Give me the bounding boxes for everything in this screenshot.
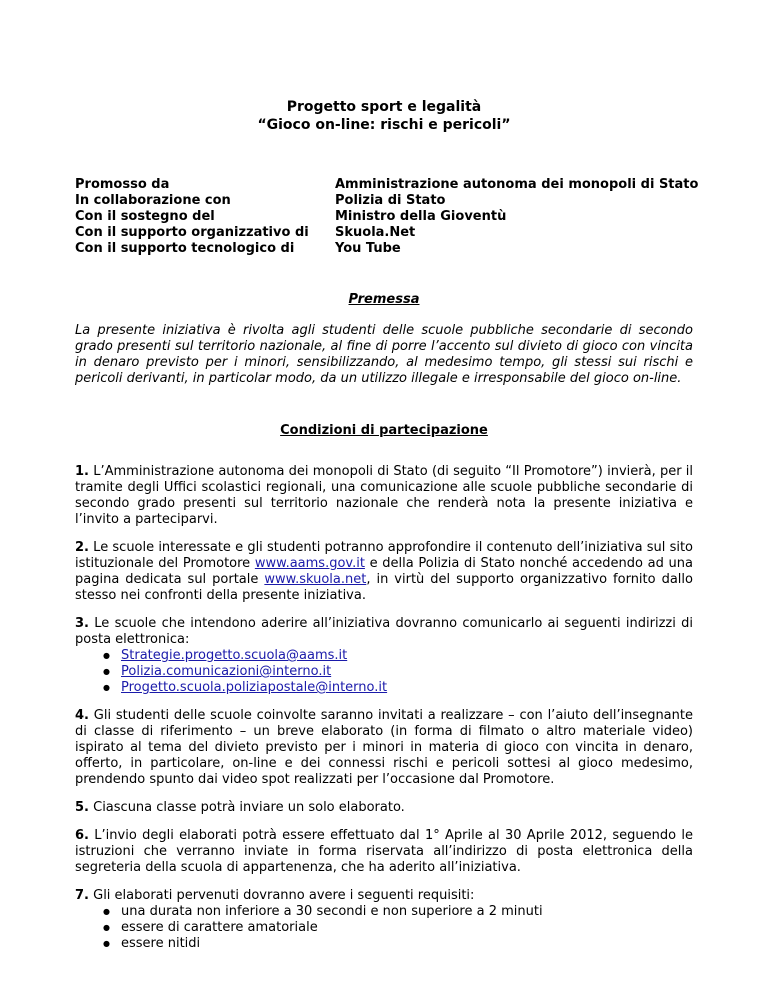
paragraph-number: 4.	[75, 708, 89, 723]
paragraph-4	[75, 708, 693, 788]
paragraph-number: 3.	[75, 616, 89, 631]
paragraph-text: Gli studenti delle scuole coinvolte saranno invitati a realizzare – con l’aiuto dell’insegnante di classe di riferimento – un breve elaborato (in forma di filmato o altro materiale video) ispirato al tema del divieto previsto per i minori in materia di gioco con vincita in denaro, offerto, in particolare, on-line e dei connessi rischi e pericoli sottesi al gioco medesimo, prendendo spunto dai video spot realizzati per l’occasione dal Promotore.	[75, 708, 693, 787]
paragraph-text: Ciascuna classe potrà inviare un solo elaborato.	[88, 800, 405, 815]
paragraph-text: e della Polizia di Stato nonché accedendo ad una pagina dedicata sul portale	[75, 556, 694, 587]
email-list	[75, 648, 693, 696]
sponsor-label: Con il supporto tecnologico di	[75, 241, 295, 256]
paragraph-number: 2.	[75, 540, 89, 555]
email-link[interactable]: Strategie.progetto.scuola@aams.it	[121, 648, 348, 663]
paragraph-number: 5.	[75, 800, 89, 815]
paragraph-7	[75, 888, 693, 952]
sponsor-label: In collaborazione con	[75, 193, 231, 208]
list-item: ● essere di carattere amatoriale	[103, 920, 693, 936]
sponsor-value: You Tube	[335, 241, 401, 256]
paragraph-1	[75, 464, 693, 528]
sponsor-label: Con il sostegno del	[75, 209, 215, 224]
sponsor-row	[75, 241, 715, 257]
paragraph-text: Le scuole interessate e gli studenti potranno approfondire il contenuto dell’iniziativa sul sito istituzionale del Promotore	[75, 540, 693, 571]
sponsor-row	[75, 193, 715, 209]
sponsors-table	[75, 177, 715, 257]
conditions-body	[75, 464, 693, 964]
title-line-1: Progetto sport e legalità	[286, 99, 482, 115]
premessa-text: La presente iniziativa è rivolta agli studenti delle scuole pubbliche secondarie di secondo grado presenti sul territorio nazionale, al fine di porre l’accento sul divieto di gioco con vincita in denaro previsto per i minori, sensibilizzando, al medesimo tempo, gli stessi sui rischi e pericoli derivanti, in particolar modo, da un utilizzo illegale e irresponsabile del gioco on-line.	[75, 323, 693, 386]
sponsor-value: Polizia di Stato	[335, 193, 446, 208]
paragraph-2	[75, 540, 693, 604]
requirements-list	[75, 904, 693, 952]
aams-link[interactable]: www.aams.gov.it	[254, 556, 365, 571]
paragraph-number: 6.	[75, 828, 89, 843]
paragraph-text: L’invio degli elaborati potrà essere effettuato dal 1° Aprile al 30 Aprile 2012, seguendo le istruzioni che verranno inviate in forma riservata all’indirizzo di posta elettronica della segreteria della scuola di appartenenza, che ha aderito all’iniziativa.	[75, 828, 693, 875]
document-title	[0, 98, 768, 134]
sponsor-label: Promosso da	[75, 177, 170, 192]
paragraph-text: , in virtù del supporto organizzativo fornito dallo stesso nei confronti della presente iniziativa.	[75, 572, 693, 603]
paragraph-text: Gli elaborati pervenuti dovranno avere i seguenti requisiti:	[88, 888, 475, 903]
conditions-heading: Condizioni di partecipazione	[280, 423, 488, 438]
paragraph-6	[75, 828, 693, 876]
list-item	[103, 680, 693, 696]
sponsor-row	[75, 225, 715, 241]
email-link[interactable]: Polizia.comunicazioni@interno.it	[121, 664, 332, 679]
sponsor-value: Amministrazione autonoma dei monopoli di Stato	[335, 177, 699, 192]
list-item: ● essere nitidi	[103, 936, 693, 952]
sponsor-label: Con il supporto organizzativo di	[75, 225, 309, 240]
sponsor-value: Ministro della Gioventù	[335, 209, 507, 224]
title-line-2: “Gioco on-line: rischi e pericoli”	[257, 117, 511, 133]
sponsor-value: Skuola.Net	[335, 225, 416, 240]
list-item: ● una durata non inferiore a 30 secondi e non superiore a 2 minuti	[103, 904, 693, 920]
email-link[interactable]: Progetto.scuola.poliziapostale@interno.it	[121, 680, 388, 695]
skuola-link[interactable]: www.skuola.net	[264, 572, 367, 587]
paragraph-5	[75, 800, 693, 816]
list-item	[103, 664, 693, 680]
paragraph-3	[75, 616, 693, 696]
list-item	[103, 648, 693, 664]
premessa-heading: Premessa	[348, 292, 420, 307]
sponsor-row	[75, 177, 715, 193]
sponsor-row	[75, 209, 715, 225]
paragraph-text: Le scuole che intendono aderire all’iniziativa dovranno comunicarlo ai seguenti indirizzi di posta elettronica:	[75, 616, 693, 647]
paragraph-number: 7.	[75, 888, 89, 903]
paragraph-text: L’Amministrazione autonoma dei monopoli di Stato (di seguito “Il Promotore”) invierà, per il tramite degli Uffici scolastici regionali, una comunicazione alle scuole pubbliche secondarie di secondo grado presenti sul territorio nazionale che renderà nota la presente iniziativa e l’invito a parteciparvi.	[75, 464, 693, 527]
paragraph-number: 1.	[75, 464, 89, 479]
